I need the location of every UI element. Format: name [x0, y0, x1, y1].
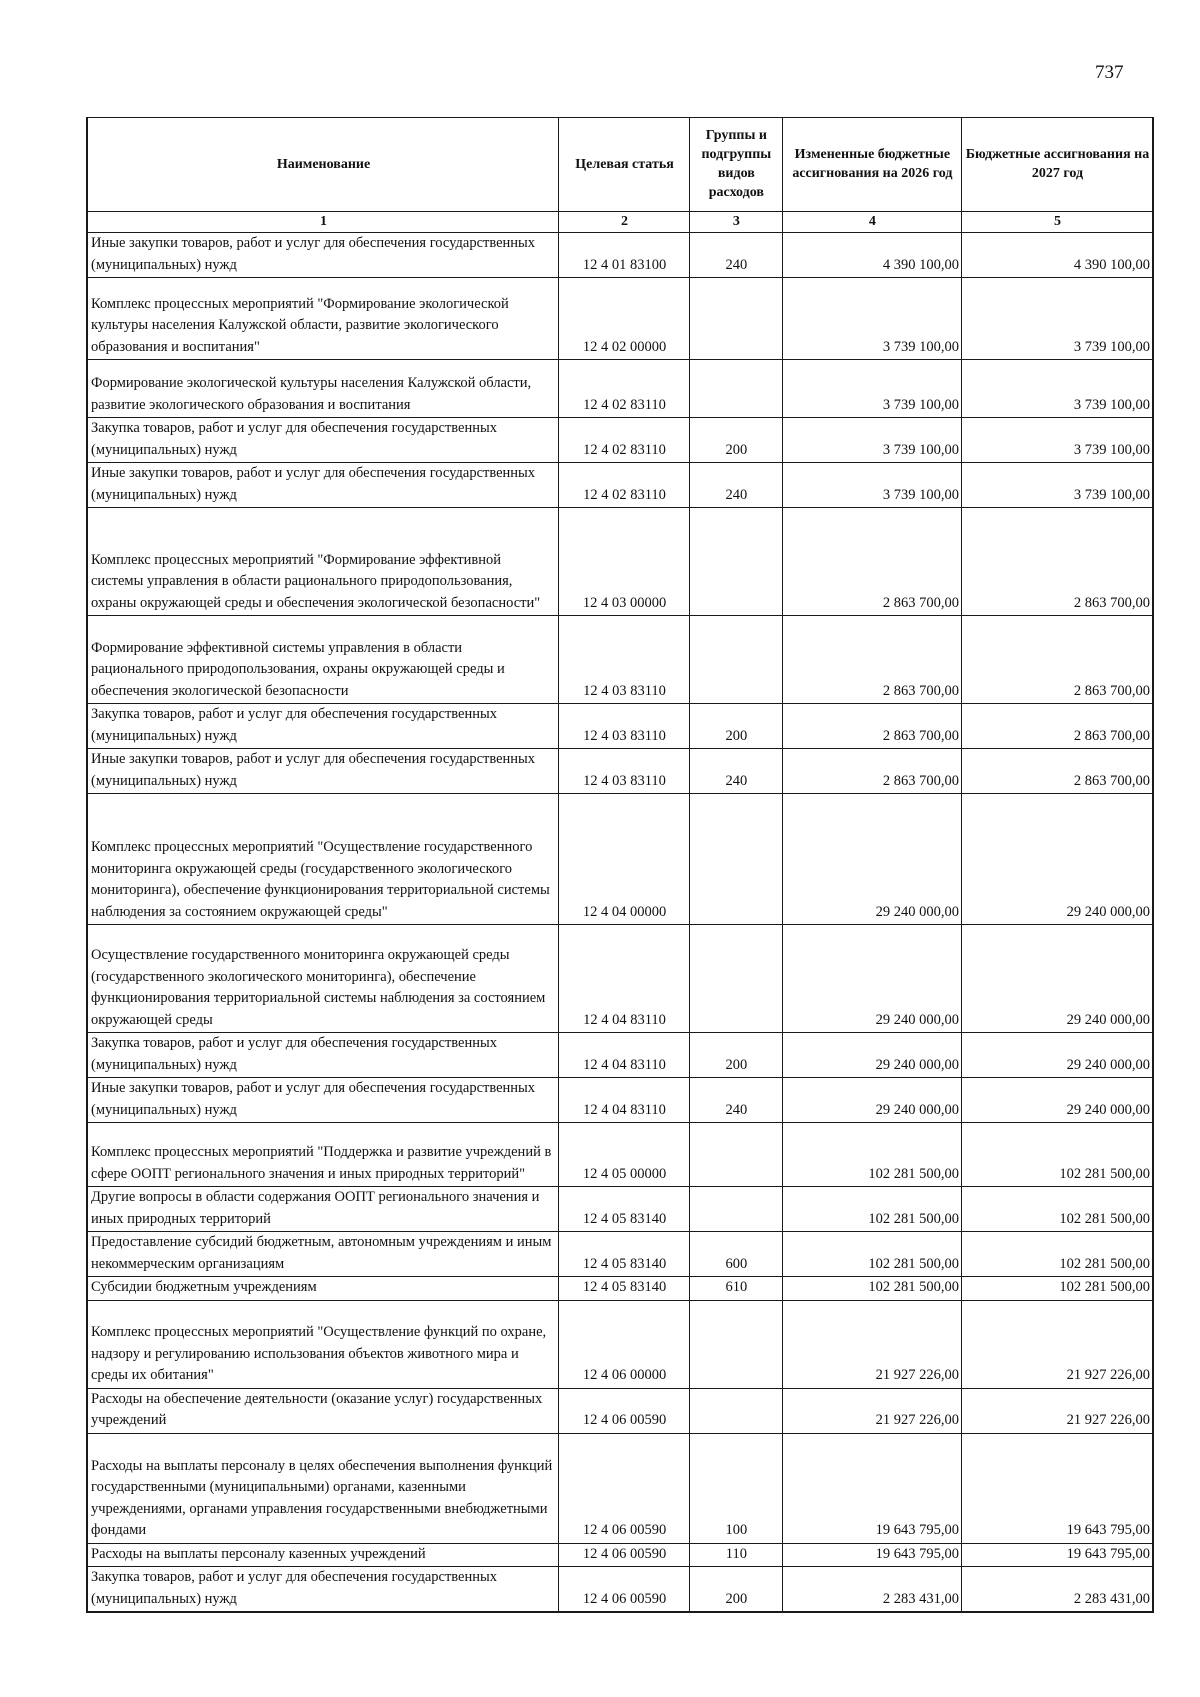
row-name: Закупка товаров, работ и услуг для обеспечения государственных (муниципальных) нужд	[87, 1033, 559, 1078]
column-number: 2	[559, 212, 690, 233]
table-row	[87, 1388, 1153, 1433]
row-name: Расходы на выплаты персоналу в целях обеспечения выполнения функций государственными (муниципальными) органами, казенными учреждениями, органами управления государственными внебюджетными фондами	[87, 1433, 559, 1543]
row-expense-group	[690, 1388, 783, 1433]
row-amount-2027: 19 643 795,00	[962, 1543, 1153, 1567]
row-amount-2026: 2 863 700,00	[782, 508, 961, 616]
row-expense-group: 100	[690, 1433, 783, 1543]
row-name: Иные закупки товаров, работ и услуг для обеспечения государственных (муниципальных) нужд	[87, 749, 559, 794]
row-name: Формирование экологической культуры населения Калужской области, развитие экологического образования и воспитания	[87, 360, 559, 418]
table-row	[87, 233, 1153, 278]
column-number: 4	[782, 212, 961, 233]
row-expense-group: 610	[690, 1277, 783, 1301]
row-amount-2027: 102 281 500,00	[962, 1277, 1153, 1301]
row-name: Иные закупки товаров, работ и услуг для обеспечения государственных (муниципальных) нужд	[87, 233, 559, 278]
table-row	[87, 1123, 1153, 1187]
table-row	[87, 1078, 1153, 1123]
row-name: Закупка товаров, работ и услуг для обеспечения государственных (муниципальных) нужд	[87, 418, 559, 463]
row-expense-group: 240	[690, 1078, 783, 1123]
table-row	[87, 616, 1153, 704]
row-expense-group	[690, 508, 783, 616]
row-name: Иные закупки товаров, работ и услуг для обеспечения государственных (муниципальных) нужд	[87, 1078, 559, 1123]
column-number: 5	[962, 212, 1153, 233]
row-target-code: 12 4 02 83110	[559, 463, 690, 508]
row-expense-group: 240	[690, 463, 783, 508]
row-amount-2026: 21 927 226,00	[782, 1388, 961, 1433]
row-amount-2026: 3 739 100,00	[782, 463, 961, 508]
table-row	[87, 1232, 1153, 1277]
row-amount-2026: 29 240 000,00	[782, 1033, 961, 1078]
table-row	[87, 418, 1153, 463]
row-expense-group: 240	[690, 749, 783, 794]
row-target-code: 12 4 05 83140	[559, 1277, 690, 1301]
row-expense-group	[690, 616, 783, 704]
row-amount-2027: 2 283 431,00	[962, 1567, 1153, 1613]
row-expense-group	[690, 925, 783, 1033]
page-number: 737	[1095, 62, 1124, 83]
row-target-code: 12 4 03 00000	[559, 508, 690, 616]
row-name: Осуществление государственного мониторинга окружающей среды (государственного экологического мониторинга), обеспечение функционирования территориальной системы наблюдения за состоянием окружающей среды	[87, 925, 559, 1033]
row-name: Закупка товаров, работ и услуг для обеспечения государственных (муниципальных) нужд	[87, 704, 559, 749]
column-number: 3	[690, 212, 783, 233]
table-row	[87, 1543, 1153, 1567]
row-target-code: 12 4 06 00590	[559, 1543, 690, 1567]
row-expense-group: 200	[690, 1033, 783, 1078]
row-target-code: 12 4 03 83110	[559, 749, 690, 794]
table-row	[87, 1187, 1153, 1232]
row-target-code: 12 4 05 83140	[559, 1232, 690, 1277]
row-name: Предоставление субсидий бюджетным, автономным учреждениям и иным некоммерческим организациям	[87, 1232, 559, 1277]
header-groups: Группы и подгруппы видов расходов	[690, 118, 783, 212]
budget-table	[86, 117, 1154, 1613]
row-amount-2026: 3 739 100,00	[782, 278, 961, 360]
row-amount-2026: 29 240 000,00	[782, 794, 961, 925]
row-amount-2027: 19 643 795,00	[962, 1433, 1153, 1543]
row-target-code: 12 4 04 83110	[559, 1033, 690, 1078]
row-name: Закупка товаров, работ и услуг для обеспечения государственных (муниципальных) нужд	[87, 1567, 559, 1613]
row-target-code: 12 4 05 00000	[559, 1123, 690, 1187]
row-target-code: 12 4 05 83140	[559, 1187, 690, 1232]
table-row	[87, 278, 1153, 360]
row-name: Формирование эффективной системы управления в области рационального природопользования, охраны окружающей среды и обеспечения экологической безопасности	[87, 616, 559, 704]
row-amount-2026: 4 390 100,00	[782, 233, 961, 278]
row-target-code: 12 4 06 00000	[559, 1300, 690, 1388]
row-amount-2026: 29 240 000,00	[782, 1078, 961, 1123]
row-amount-2026: 2 863 700,00	[782, 616, 961, 704]
table-row	[87, 1433, 1153, 1543]
row-amount-2027: 29 240 000,00	[962, 1078, 1153, 1123]
row-amount-2027: 3 739 100,00	[962, 278, 1153, 360]
table-row	[87, 1277, 1153, 1301]
row-expense-group	[690, 1300, 783, 1388]
row-name: Расходы на выплаты персоналу казенных учреждений	[87, 1543, 559, 1567]
row-name: Другие вопросы в области содержания ООПТ регионального значения и иных природных территорий	[87, 1187, 559, 1232]
row-amount-2027: 3 739 100,00	[962, 418, 1153, 463]
row-target-code: 12 4 03 83110	[559, 616, 690, 704]
row-target-code: 12 4 06 00590	[559, 1567, 690, 1613]
row-amount-2027: 102 281 500,00	[962, 1232, 1153, 1277]
row-amount-2027: 21 927 226,00	[962, 1300, 1153, 1388]
column-number-row	[87, 212, 1153, 233]
row-amount-2027: 2 863 700,00	[962, 508, 1153, 616]
row-target-code: 12 4 02 83110	[559, 418, 690, 463]
row-amount-2026: 2 283 431,00	[782, 1567, 961, 1613]
row-amount-2027: 3 739 100,00	[962, 463, 1153, 508]
row-amount-2026: 102 281 500,00	[782, 1232, 961, 1277]
row-expense-group	[690, 794, 783, 925]
row-amount-2027: 21 927 226,00	[962, 1388, 1153, 1433]
row-amount-2027: 2 863 700,00	[962, 749, 1153, 794]
table-row	[87, 1300, 1153, 1388]
row-amount-2027: 2 863 700,00	[962, 704, 1153, 749]
row-target-code: 12 4 06 00590	[559, 1433, 690, 1543]
row-amount-2027: 29 240 000,00	[962, 1033, 1153, 1078]
table-row	[87, 1567, 1153, 1613]
row-amount-2026: 102 281 500,00	[782, 1187, 961, 1232]
row-amount-2027: 4 390 100,00	[962, 233, 1153, 278]
row-expense-group	[690, 1123, 783, 1187]
row-name: Иные закупки товаров, работ и услуг для обеспечения государственных (муниципальных) нужд	[87, 463, 559, 508]
row-amount-2027: 102 281 500,00	[962, 1187, 1153, 1232]
row-target-code: 12 4 03 83110	[559, 704, 690, 749]
table-row	[87, 1033, 1153, 1078]
table-row	[87, 925, 1153, 1033]
row-amount-2027: 2 863 700,00	[962, 616, 1153, 704]
row-amount-2027: 3 739 100,00	[962, 360, 1153, 418]
row-target-code: 12 4 04 83110	[559, 925, 690, 1033]
row-amount-2026: 3 739 100,00	[782, 418, 961, 463]
row-name: Комплекс процессных мероприятий "Поддержка и развитие учреждений в сфере ООПТ регионального значения и иных природных территорий"	[87, 1123, 559, 1187]
row-expense-group: 200	[690, 1567, 783, 1613]
row-target-code: 12 4 02 00000	[559, 278, 690, 360]
table-row	[87, 360, 1153, 418]
row-amount-2026: 29 240 000,00	[782, 925, 961, 1033]
column-number: 1	[87, 212, 559, 233]
row-amount-2026: 3 739 100,00	[782, 360, 961, 418]
row-amount-2026: 19 643 795,00	[782, 1543, 961, 1567]
row-target-code: 12 4 01 83100	[559, 233, 690, 278]
row-name: Комплекс процессных мероприятий "Формирование эффективной системы управления в области рационального природопользования, охраны окружающей среды и обеспечения экологической безопасности"	[87, 508, 559, 616]
row-amount-2026: 102 281 500,00	[782, 1123, 961, 1187]
table-row	[87, 463, 1153, 508]
row-expense-group: 600	[690, 1232, 783, 1277]
row-amount-2026: 21 927 226,00	[782, 1300, 961, 1388]
row-expense-group: 240	[690, 233, 783, 278]
row-amount-2027: 29 240 000,00	[962, 794, 1153, 925]
row-expense-group: 110	[690, 1543, 783, 1567]
header-2026: Измененные бюджетные ассигнования на 2026 год	[782, 118, 961, 212]
row-expense-group: 200	[690, 704, 783, 749]
row-expense-group	[690, 278, 783, 360]
table-row	[87, 749, 1153, 794]
row-expense-group	[690, 1187, 783, 1232]
row-target-code: 12 4 04 00000	[559, 794, 690, 925]
row-name: Комплекс процессных мероприятий "Осуществление функций по охране, надзору и регулированию использования объектов животного мира и среды их обитания"	[87, 1300, 559, 1388]
header-name: Наименование	[87, 118, 559, 212]
row-expense-group	[690, 360, 783, 418]
row-amount-2026: 102 281 500,00	[782, 1277, 961, 1301]
row-expense-group: 200	[690, 418, 783, 463]
row-amount-2026: 2 863 700,00	[782, 749, 961, 794]
row-name: Субсидии бюджетным учреждениям	[87, 1277, 559, 1301]
row-amount-2026: 19 643 795,00	[782, 1433, 961, 1543]
row-amount-2027: 29 240 000,00	[962, 925, 1153, 1033]
header-target: Целевая статья	[559, 118, 690, 212]
row-target-code: 12 4 04 83110	[559, 1078, 690, 1123]
table-row	[87, 794, 1153, 925]
row-name: Комплекс процессных мероприятий "Осуществление государственного мониторинга окружающей среды (государственного экологического мониторинга), обеспечение функционирования территориальной системы наблюдения за состоянием окружающей среды"	[87, 794, 559, 925]
table-row	[87, 508, 1153, 616]
row-amount-2027: 102 281 500,00	[962, 1123, 1153, 1187]
row-name: Комплекс процессных мероприятий "Формирование экологической культуры населения Калужской области, развитие экологического образования и воспитания"	[87, 278, 559, 360]
header-2027: Бюджетные ассигнования на 2027 год	[962, 118, 1153, 212]
row-target-code: 12 4 06 00590	[559, 1388, 690, 1433]
row-name: Расходы на обеспечение деятельности (оказание услуг) государственных учреждений	[87, 1388, 559, 1433]
row-target-code: 12 4 02 83110	[559, 360, 690, 418]
table-row	[87, 704, 1153, 749]
row-amount-2026: 2 863 700,00	[782, 704, 961, 749]
table-header-row	[87, 118, 1153, 212]
